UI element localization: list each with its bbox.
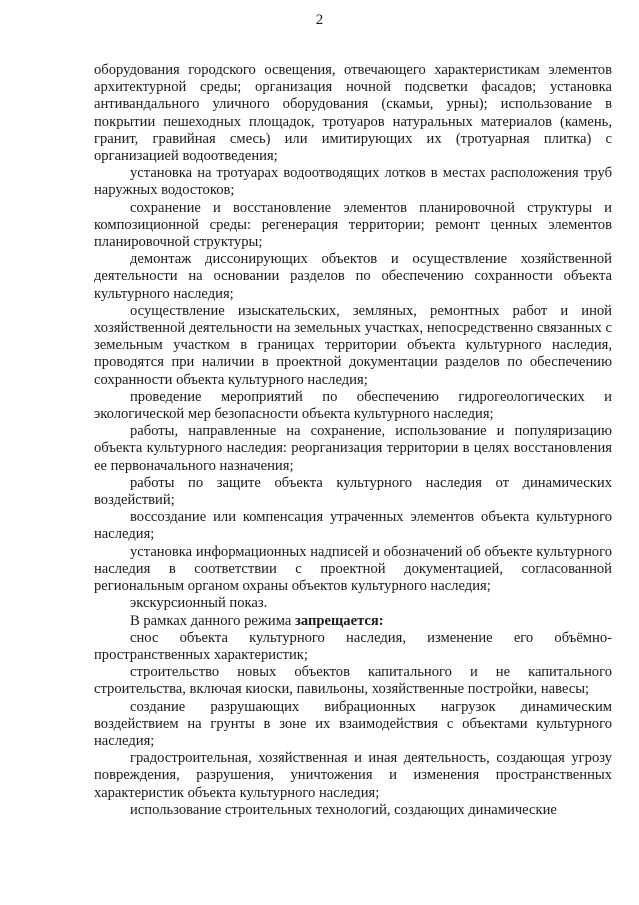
paragraph-recreation: воссоздание или компенсация утраченных элементов объекта культурного наследия;	[94, 509, 612, 543]
paragraph-new-construction: строительство новых объектов капитального и не капитального строительства, включая киоски, павильоны, хозяйственные постройки, навесы;	[94, 664, 612, 698]
paragraph-vibration-loads: создание разрушающих вибрационных нагрузок динамическим воздействием на грунты в зоне их взаимодействия с объектами культурного наследия;	[94, 698, 612, 749]
paragraph-dismantling: демонтаж диссонирующих объектов и осуществление хозяйственной деятельности на основании разделов по обеспечению сохранности объекта культурного наследия;	[94, 251, 612, 302]
prohibition-heading	[94, 613, 612, 630]
paragraph-preservation-works: работы, направленные на сохранение, использование и популяризацию объекта культурного наследия: реорганизация территории в целях восстановления ее первоначального назначения;	[94, 423, 612, 474]
paragraph-urban-activity: градостроительная, хозяйственная и иная деятельность, создающая угрозу повреждения, разрушения, уничтожения и изменения пространственных характеристик объекта культурного наследия;	[94, 750, 612, 801]
paragraph-planning-structure: сохранение и восстановление элементов планировочной структуры и композиционной среды: регенерация территории; ремонт ценных элементов планировочной структуры;	[94, 199, 612, 251]
page-number: 2	[315, 12, 324, 28]
paragraph-info-signs: установка информационных надписей и обозначений об объекте культурного наследия в соответствии с проектной документацией, согласованной региональным органом охраны объектов культурного наследия;	[94, 543, 612, 595]
paragraph-lighting-equipment: оборудования городского освещения, отвечающего характеристикам элементов архитектурной среды; организация ночной подсветки фасадов; установка антивандального уличного оборудования (скамьи, урны); использование в покрытии пешеходных площадок, тротуаров натуральных материалов (камень, гранит, гравийная смесь) или имитирующих их (тротуарная плитка) с организацией водоотведения;	[94, 62, 612, 165]
paragraph-excursion: экскурсионный показ.	[130, 595, 268, 612]
paragraph-survey-works: осуществление изыскательских, земляных, ремонтных работ и иной хозяйственной деятельности на земельных участках, непосредственно связанных с земельным участком в границах территории объекта культурного наследия, проводятся при наличии в проектной документации разделов по обеспечению сохранности объекта культурного наследия;	[94, 302, 612, 388]
prohibition-lead: В рамках данного режима	[130, 612, 295, 629]
paragraph-demolition: снос объекта культурного наследия, изменение его объёмно-пространственных характеристик;	[94, 629, 612, 663]
paragraph-drainage-trays: установка на тротуарах водоотводящих лотков в местах расположения труб наружных водостоков;	[94, 165, 612, 199]
prohibition-emphasis: запрещается:	[295, 612, 384, 629]
paragraph-dynamic-protection: работы по защите объекта культурного наследия от динамических воздействий;	[94, 474, 612, 509]
document-body	[94, 62, 612, 819]
paragraph-construction-technologies: использование строительных технологий, создающих динамические	[130, 801, 557, 818]
paragraph-hydrogeological-measures: проведение мероприятий по обеспечению гидрогеологических и экологической мер безопасности объекта культурного наследия;	[94, 388, 612, 423]
